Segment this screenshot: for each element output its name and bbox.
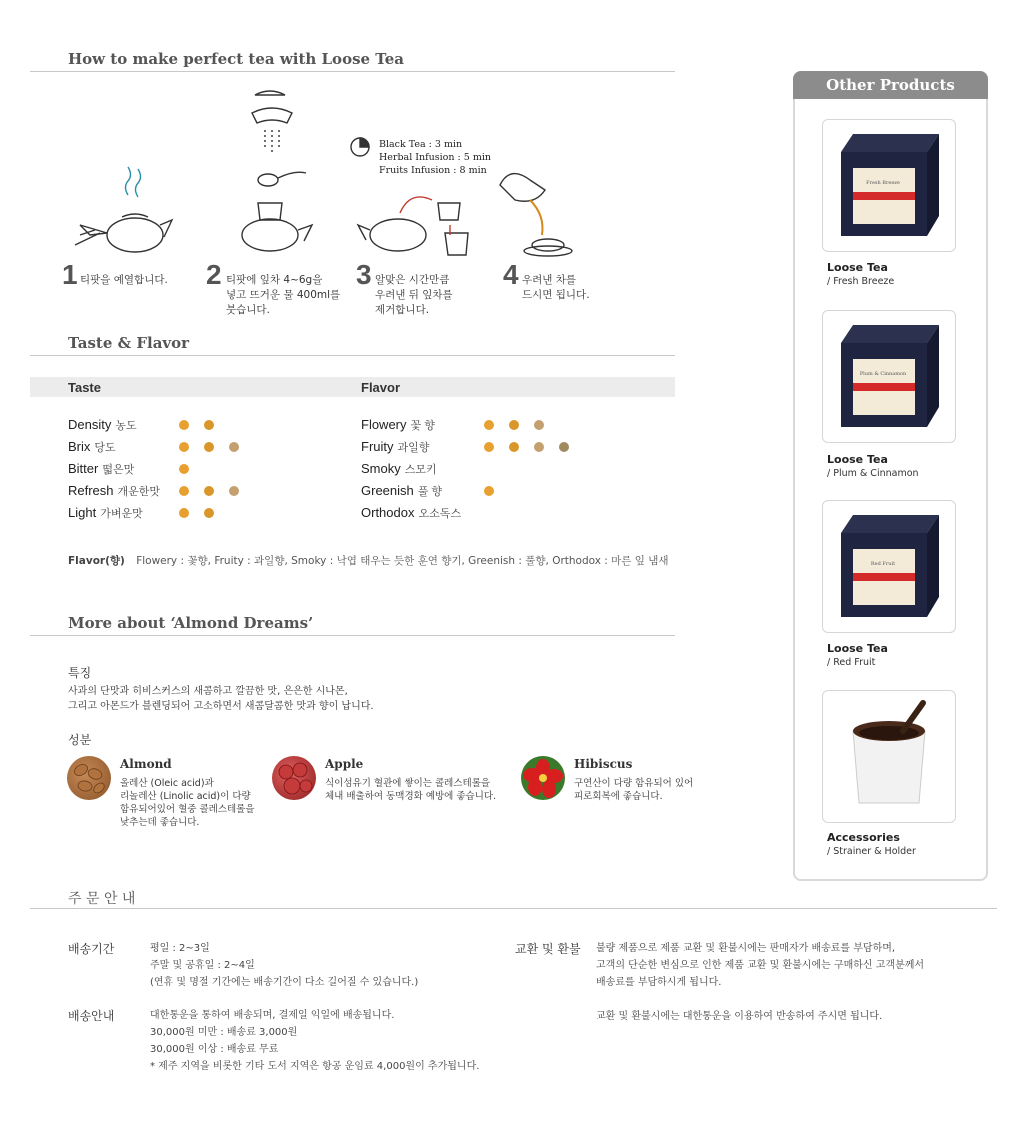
flavor-name: Orthodox (361, 505, 415, 520)
step-2-number: 2 (206, 259, 222, 290)
apple-name: Apple (325, 757, 364, 771)
delivery-period-label: 배송기간 (68, 942, 115, 956)
taste-row-refresh (68, 483, 160, 499)
flavor-legend-text: Flowery : 꽃향, Fruity : 과일향, Smoky : 낙엽 태우는 듯한 훈연 향기, Greenish : 풀향, Orthodox : 마른 잎 냄새 (136, 555, 669, 567)
level-dot (484, 442, 494, 452)
order-info-title: 주 문 안 내 (68, 891, 136, 907)
step-2-text: 티팟에 잎차 4~6g을 넣고 뜨거운 물 400ml를 붓습니다. (226, 274, 341, 316)
product-title[interactable]: Loose Tea (827, 261, 888, 274)
level-dot (179, 420, 189, 430)
delivery-info-label: 배송안내 (68, 1009, 115, 1023)
level-dot (559, 442, 569, 452)
feature-text: 사과의 단맛과 히비스커스의 새콤하고 깔끔한 맛, 은은한 시나몬, 그리고 아몬드가 블렌딩되어 고소하면서 새콤달콤한 맛과 향이 납니다. (68, 686, 374, 712)
product-title[interactable]: Loose Tea (827, 453, 888, 466)
apple-image (272, 756, 316, 800)
step-4-number: 4 (503, 259, 519, 290)
almond-name: Almond (120, 757, 172, 771)
level-dot (229, 442, 239, 452)
flavor-row-greenish (361, 483, 442, 499)
step-1-text: 티팟을 예열합니다. (80, 274, 168, 286)
flavor-name-ko: 꽃 향 (410, 420, 435, 432)
flavor-name-ko: 과일향 (397, 442, 430, 454)
level-dot (179, 442, 189, 452)
level-dot (179, 486, 189, 496)
step-3-number: 3 (356, 259, 372, 290)
taste-flavor-header-bar (30, 377, 675, 397)
taste-name: Refresh (68, 483, 114, 498)
brew-times (379, 138, 491, 177)
product-card-strainer-holder[interactable] (822, 690, 956, 823)
more-about-title: More about ‘Almond Dreams’ (68, 614, 314, 632)
almond-image (67, 756, 111, 800)
feature-label: 특징 (68, 666, 92, 680)
level-dot (534, 442, 544, 452)
hibiscus-image (521, 756, 565, 800)
flavor-name: Fruity (361, 439, 394, 454)
step-1-number: 1 (62, 259, 78, 290)
taste-header: Taste (68, 380, 101, 395)
divider (30, 71, 675, 72)
level-dot (484, 486, 494, 496)
product-subtitle[interactable]: / Strainer & Holder (827, 846, 916, 857)
level-dot (509, 442, 519, 452)
flavor-row-smoky (361, 461, 437, 477)
other-products-title: Other Products (826, 76, 955, 94)
level-dot (204, 486, 214, 496)
taste-flavor-title: Taste & Flavor (68, 334, 190, 352)
flavor-row-fruity (361, 439, 429, 455)
flavor-name: Smoky (361, 461, 401, 476)
flavor-legend-label: Flavor(향) (68, 555, 125, 567)
delivery-info-text: 대한통운을 통하여 배송되며, 결제일 익일에 배송됩니다. 30,000원 미만 : 배송료 3,000원 30,000원 이상 : 배송료 무료 * 제주 지역을 비롯한 기타 도서 지역은 항공 운임료 4,000원이 추가됩니다. (150, 1010, 480, 1072)
tin-label-fresh-breeze: Fresh Breeze (866, 180, 900, 186)
brew-time-fruits: Fruits Infusion : 8 min (379, 165, 487, 176)
level-dot (229, 486, 239, 496)
ingredient-label: 성분 (68, 733, 92, 747)
strainer-holder-image (823, 691, 955, 822)
level-dot (179, 464, 189, 474)
taste-row-light (68, 505, 143, 521)
hibiscus-desc: 구연산이 다량 함유되어 있어 피로회복에 좋습니다. (574, 778, 694, 802)
flavor-legend (68, 553, 669, 568)
divider (30, 908, 997, 909)
taste-name: Bitter (68, 461, 99, 476)
brew-time-black: Black Tea : 3 min (379, 139, 463, 150)
step-3-text: 알맞은 시간만큼 우려낸 뒤 잎차를 제거합니다. (375, 274, 453, 316)
flavor-name: Greenish (361, 483, 414, 498)
flavor-row-orthodox (361, 505, 461, 521)
taste-row-brix (68, 439, 116, 455)
taste-row-density (68, 417, 137, 433)
delivery-period-text: 평일 : 2~3일 주말 및 공휴일 : 2~4일 (연휴 및 명절 기간에는 배송기간이 다소 길어질 수 있습니다.) (150, 943, 419, 988)
howto-title: How to make perfect tea with Loose Tea (68, 50, 404, 68)
hibiscus-name: Hibiscus (574, 757, 633, 771)
taste-name-ko: 농도 (115, 420, 137, 432)
apple-desc: 식이섬유기 혈관에 쌓이는 콜레스테롤을 체내 배출하여 동맥경화 예방에 좋습니다. (325, 778, 497, 802)
exchange-refund-return-text: 교환 및 환불시에는 대한통운을 이용하여 반송하여 주시면 됩니다. (596, 1011, 883, 1022)
level-dot (509, 420, 519, 430)
divider (30, 635, 675, 636)
step-illustrations (60, 85, 600, 265)
level-dot (204, 442, 214, 452)
level-dot (204, 508, 214, 518)
taste-name: Light (68, 505, 97, 520)
taste-name: Density (68, 417, 112, 432)
tin-label-red-fruit: Red Fruit (870, 561, 896, 567)
step-4-text: 우려낸 차를 드시면 됩니다. (522, 274, 590, 301)
product-subtitle[interactable]: / Plum & Cinnamon (827, 468, 919, 479)
taste-name-ko: 당도 (94, 442, 116, 454)
flavor-name-ko: 오소독스 (418, 508, 461, 520)
product-title[interactable]: Loose Tea (827, 642, 888, 655)
product-subtitle[interactable]: / Red Fruit (827, 657, 876, 668)
level-dot (534, 420, 544, 430)
flavor-header: Flavor (361, 380, 401, 395)
brew-time-herbal: Herbal Infusion : 5 min (379, 152, 491, 163)
taste-name-ko: 개운한맛 (117, 486, 161, 498)
taste-row-bitter (68, 461, 134, 477)
level-dot (204, 420, 214, 430)
taste-name-ko: 떫은맛 (102, 464, 135, 476)
taste-name-ko: 가벼운맛 (100, 508, 143, 520)
flavor-row-flowery (361, 417, 435, 433)
divider (30, 355, 675, 356)
exchange-refund-text: 불량 제품으로 제품 교환 및 환불시에는 판매자가 배송료를 부담하며, 고객의 단순한 변심으로 인한 제품 교환 및 환불시에는 구매하신 고객분께서 배송료를 부담하시게 됩니다. (596, 943, 925, 988)
product-subtitle[interactable]: / Fresh Breeze (827, 276, 895, 287)
flavor-name: Flowery (361, 417, 407, 432)
taste-name: Brix (68, 439, 91, 454)
product-title[interactable]: Accessories (827, 831, 900, 844)
exchange-refund-label: 교환 및 환불 (515, 942, 581, 956)
almond-desc: 올레산 (Oleic acid)과 리놀레산 (Linolic acid)이 다량 함유되어있어 혈중 콜레스테롤을 낮추는데 좋습니다. (120, 778, 255, 828)
level-dot (179, 508, 189, 518)
level-dot (484, 420, 494, 430)
flavor-name-ko: 스모키 (404, 464, 437, 476)
tin-label-plum-cinnamon: Plum & Cinnamon (859, 371, 907, 377)
flavor-name-ko: 풀 향 (417, 486, 443, 498)
